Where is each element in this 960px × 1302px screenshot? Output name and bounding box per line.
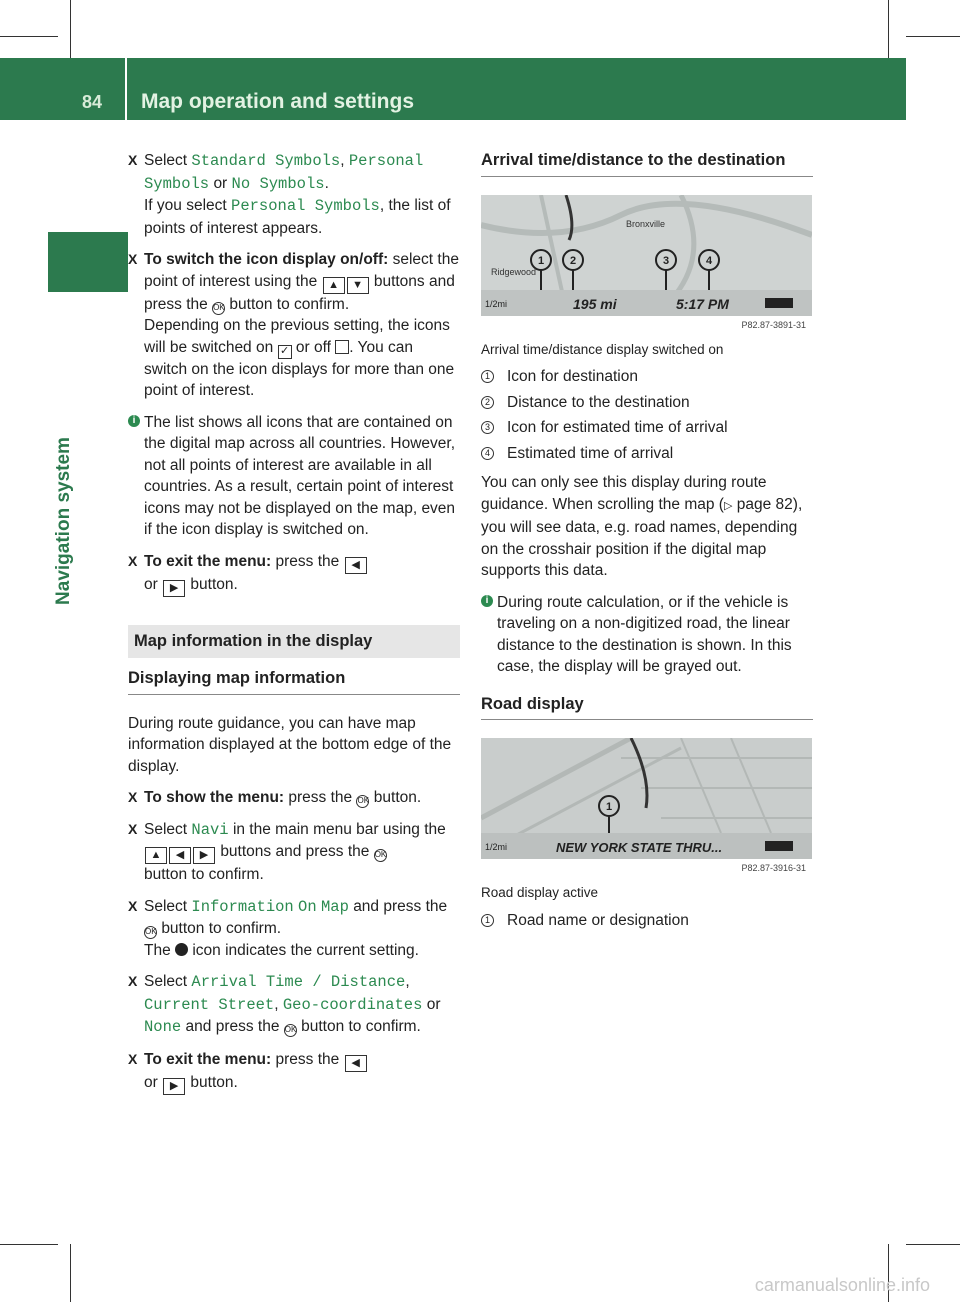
page-number: 84: [82, 92, 103, 112]
caption: Road display active: [481, 885, 599, 900]
radio-selected-icon: [175, 943, 188, 956]
info-icon: i: [128, 415, 140, 427]
svg-text:1: 1: [537, 254, 545, 267]
crop-mark: [906, 1244, 960, 1245]
ok-button-icon: OK: [284, 1024, 297, 1037]
intro-paragraph: During route guidance, you can have map information displayed at the bottom edge of the display.: [128, 714, 452, 775]
info-note: i During route calculation, or if the vehicle is traveling on a non-digitized road, the linear distance to the destination is shown. In this case, the display will be grayed out.: [481, 592, 813, 678]
crop-mark: [0, 1244, 58, 1245]
step-select-navi: X Select Navi in the main menu bar using the ▲ ◀ ▶ buttons and press the OK button to confirm.: [128, 820, 446, 883]
right-key-icon: ▶: [163, 1078, 185, 1095]
svg-text:4: 4: [705, 254, 713, 267]
page-reference[interactable]: page 82), you will see data, e.g. road names, depending on the crosshair position if the digital map supports this data.: [481, 495, 803, 579]
header-separator: [125, 58, 127, 120]
svg-text:2: 2: [569, 254, 577, 267]
crop-mark: [888, 0, 889, 58]
subsection-heading: Displaying map information: [128, 668, 460, 695]
info-note: i The list shows all icons that are contained on the digital map across all countries. However, not all points of interest are available in all countries. As a result, certain point of interest icons may not be displayed on the map, even if the icon display is switched on.: [128, 412, 460, 541]
watermark: carmanualsonline.info: [754, 1275, 930, 1295]
step-exit-menu-2: X To exit the menu: press the ◀ or ▶ button.: [128, 1049, 460, 1095]
header-bar: [0, 58, 906, 120]
left-key-icon: ◀: [345, 557, 367, 574]
street-readout: NEW YORK STATE THRU...: [556, 840, 723, 855]
map-graphic: [481, 738, 812, 876]
step-switch-icon-display: X To switch the icon display on/off: select the point of interest using the ▲ ▼ buttons and press the OK button to confirm. Depending on the previous setting, the icons will be switched on ✓ or off . You can switch on the icon displays for more than one point of interest.: [128, 251, 459, 399]
right-key-icon: ▶: [163, 580, 185, 597]
checkbox-checked-icon: ✓: [278, 345, 292, 359]
left-column: [128, 150, 460, 1105]
ok-button-icon: OK: [374, 849, 387, 862]
crop-mark: [70, 1244, 71, 1302]
right-key-icon: ▶: [193, 847, 215, 864]
ok-button-icon: OK: [144, 926, 157, 939]
caption: Arrival time/distance display switched on: [481, 341, 724, 357]
up-key-icon: ▲: [145, 847, 167, 864]
map-scale: 1/2mi: [485, 842, 508, 852]
svg-text:3: 3: [662, 254, 670, 267]
page-ref-icon: ▷: [723, 499, 733, 512]
step-select-info-on-map: X Select Information On Map and press the OK button to confirm. The icon indicates the current setting.: [128, 897, 448, 959]
list-item: 1 Road name or designation: [481, 910, 813, 932]
list-item: 3 Icon for estimated time of arrival: [481, 417, 813, 439]
distance-readout: 195 mi: [573, 295, 617, 312]
arrival-heading: Arrival time/distance to the destination: [481, 150, 813, 177]
map-town-label: Ridgewood: [491, 266, 537, 277]
ok-button-icon: OK: [212, 302, 225, 315]
ok-button-icon: OK: [356, 795, 369, 808]
map-graphic: [481, 195, 812, 333]
eta-readout: 5:17 PM: [676, 295, 729, 312]
chapter-tab: [48, 232, 128, 292]
down-key-icon: ▼: [347, 277, 369, 294]
step-exit-menu: X To exit the menu: press the ◀ or ▶ button.: [128, 551, 460, 597]
road-display-image: [481, 738, 812, 876]
image-code: P82.87-3891-31: [741, 319, 806, 330]
arrival-display-image: [481, 195, 812, 333]
body-paragraph: You can only see this display during route guidance. When scrolling the map (▷ page 82), you will see data, e.g. road names, depending on the crosshair position if the digital map supports this data.: [481, 474, 803, 579]
info-icon: i: [481, 595, 493, 607]
crop-mark: [70, 0, 71, 58]
right-column: [481, 150, 813, 935]
map-scale: 1/2mi: [485, 298, 508, 309]
step-select-symbols: X Select Standard Symbols, Personal Symbols or No Symbols. If you select Personal Symbols, the list of points of interest appears.: [128, 152, 451, 237]
road-display-heading: Road display: [481, 694, 813, 721]
list-item: 4 Estimated time of arrival: [481, 443, 813, 465]
checkbox-empty-icon: [335, 340, 349, 354]
section-heading: Map information in the display: [128, 625, 460, 659]
left-key-icon: ◀: [345, 1055, 367, 1072]
chapter-label: Navigation system: [53, 437, 74, 605]
map-town-label: Bronxville: [626, 218, 666, 229]
image-code: P82.87-3916-31: [741, 863, 806, 873]
list-item: 2 Distance to the destination: [481, 392, 813, 414]
page-title: Map operation and settings: [141, 90, 415, 113]
left-key-icon: ◀: [169, 847, 191, 864]
list-item: 1 Icon for destination: [481, 366, 813, 388]
step-show-menu: X To show the menu: press the OK button.: [128, 789, 422, 806]
up-key-icon: ▲: [323, 277, 345, 294]
legend-list: [481, 366, 813, 464]
crop-mark: [906, 36, 960, 37]
step-select-arrival-time: X Select Arrival Time / Distance, Current Street, Geo-coordinates or None and press the OK button to confirm.: [128, 973, 441, 1036]
crop-mark: [0, 36, 58, 37]
svg-text:1: 1: [605, 801, 613, 813]
